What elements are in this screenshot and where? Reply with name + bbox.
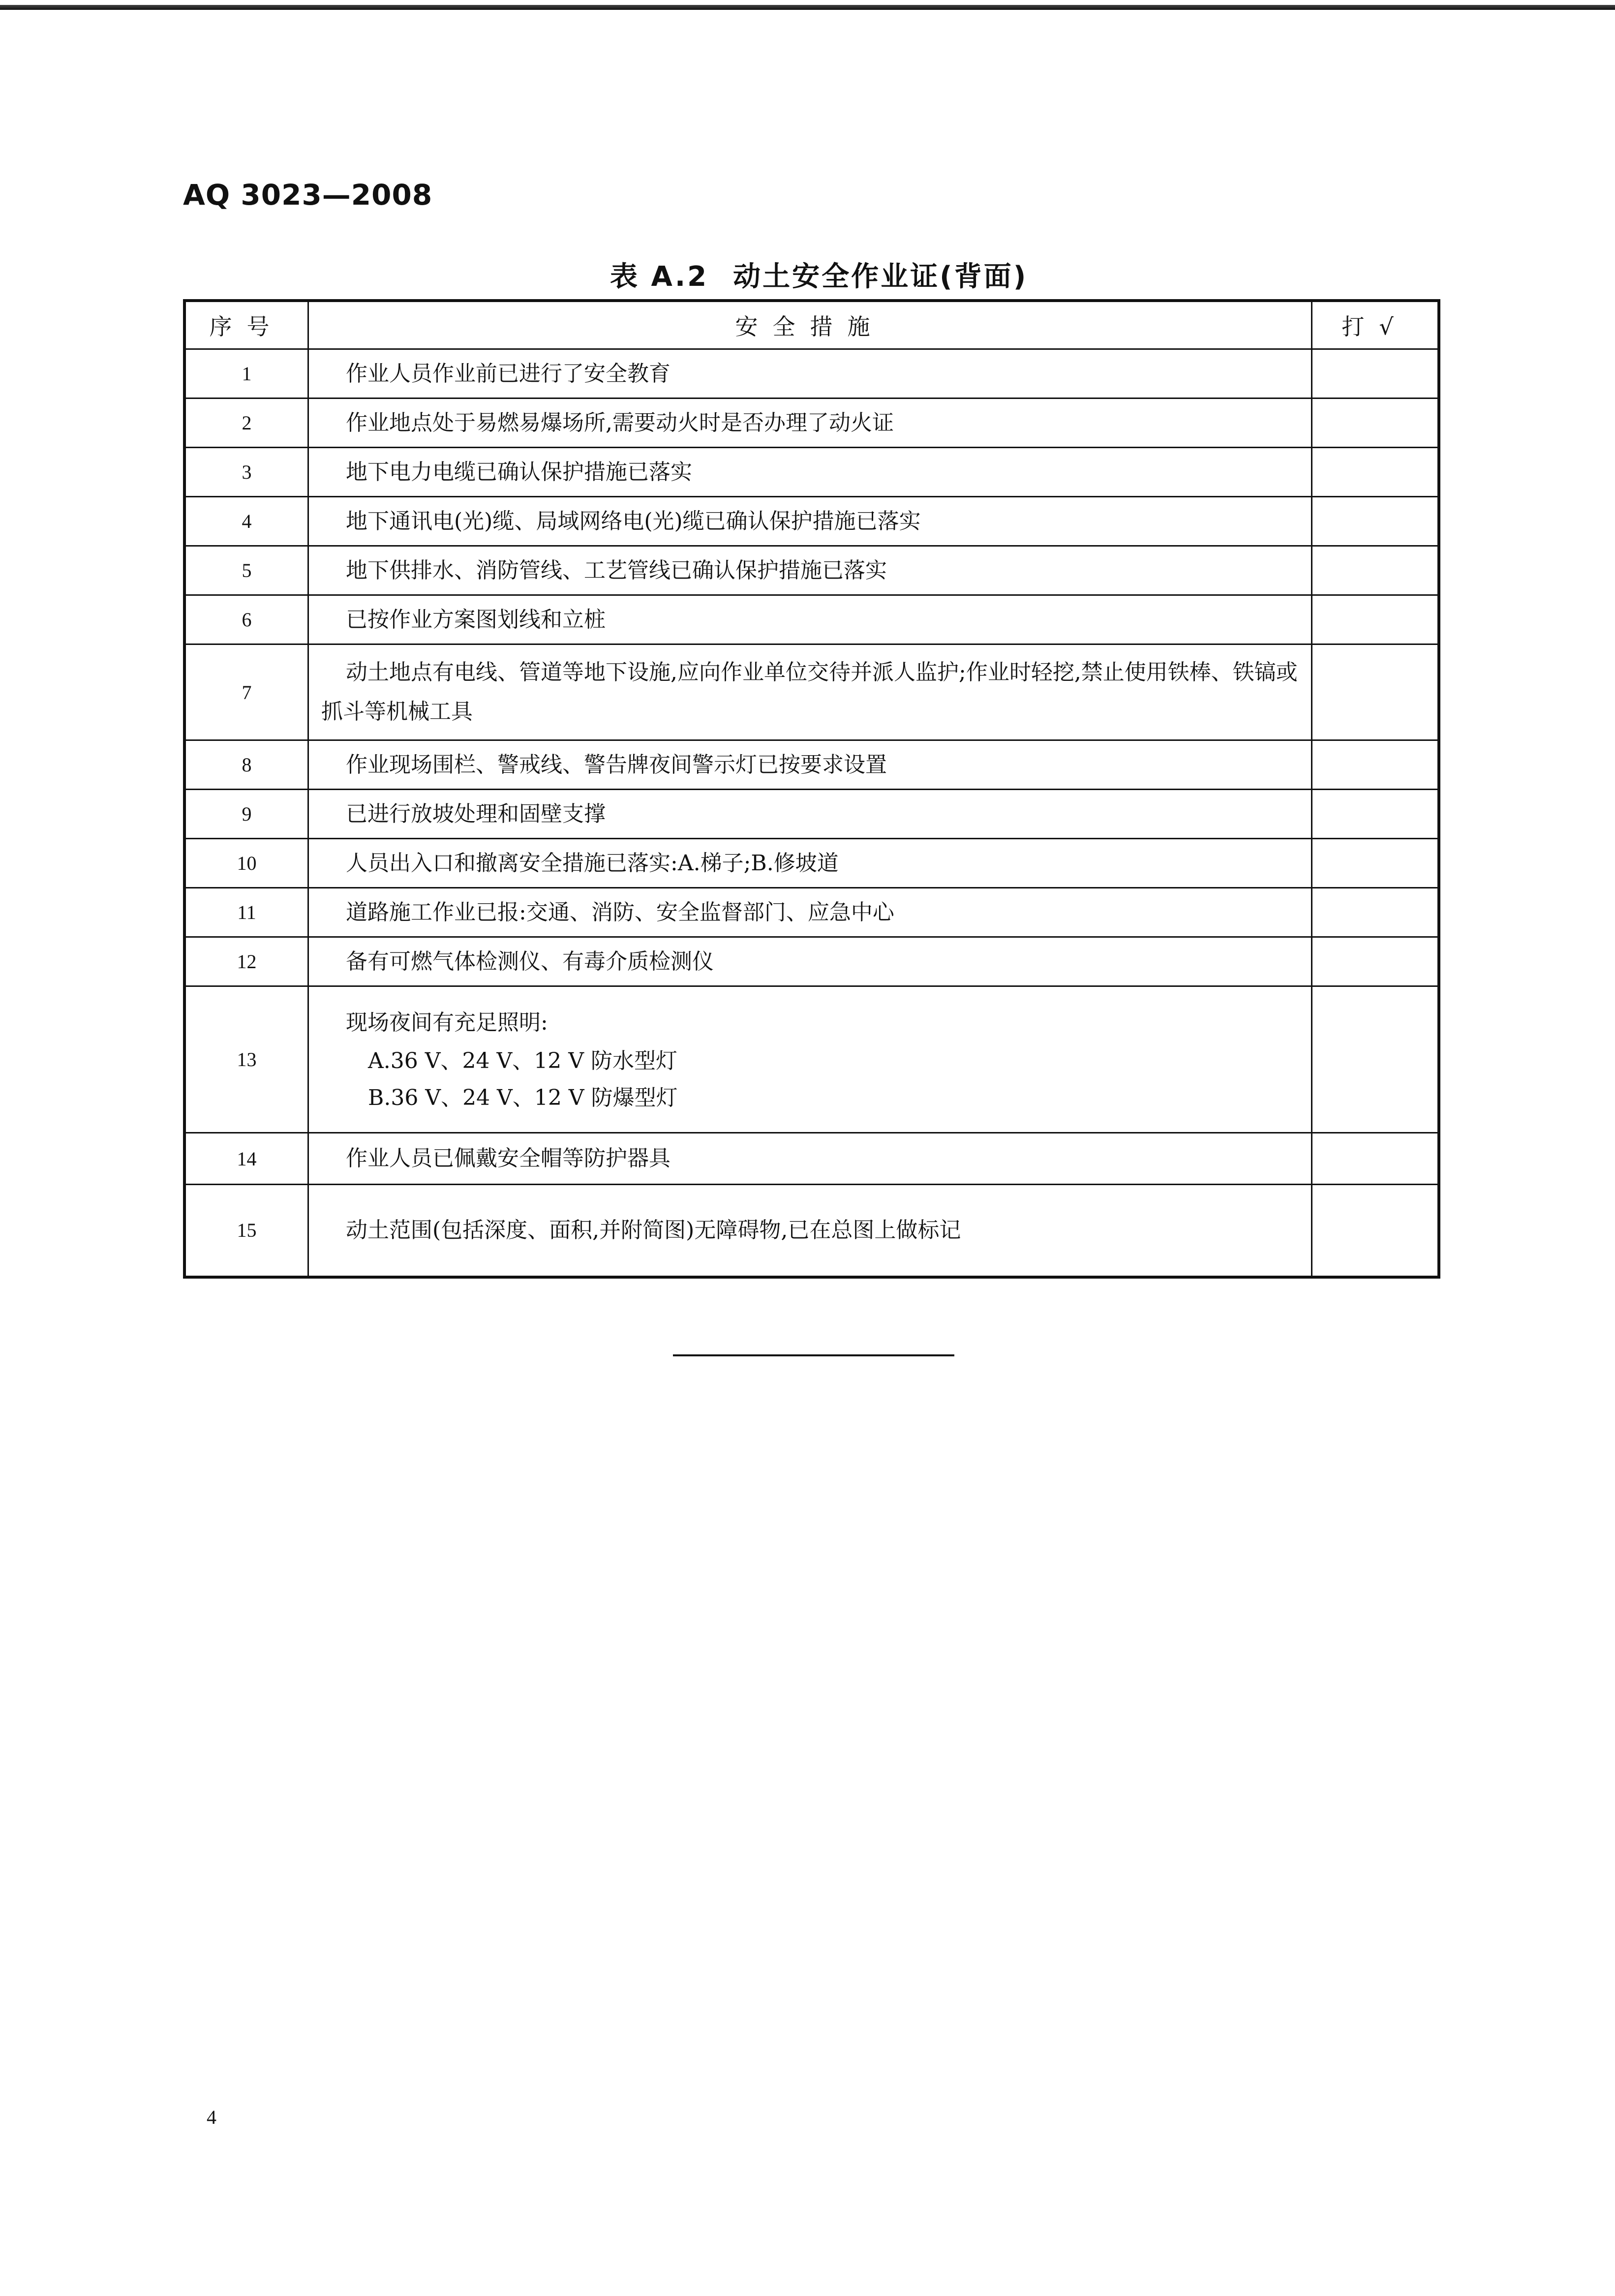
- row-measure: 作业现场围栏、警戒线、警告牌夜间警示灯已按要求设置: [308, 740, 1312, 790]
- row-measure: 作业人员已佩戴安全帽等防护器具: [308, 1133, 1312, 1185]
- table-header-row: [184, 301, 1439, 349]
- standard-code: AQ 3023—2008: [183, 178, 433, 212]
- row-check-cell[interactable]: [1311, 1133, 1439, 1185]
- table-title: [610, 255, 1028, 294]
- row-number: 4: [184, 497, 308, 546]
- row-measure-option: A.36 V、24 V、12 V 防水型灯: [368, 1048, 678, 1073]
- table-row: [184, 595, 1439, 644]
- row-measure: 动土地点有电线、管道等地下设施,应向作业单位交待并派人监护;作业时轻挖,禁止使用铁棒、铁镐或抓斗等机械工具: [308, 644, 1312, 740]
- row-number: 1: [184, 349, 308, 398]
- table-row: [184, 349, 1439, 398]
- row-number: 15: [184, 1185, 308, 1277]
- table-row: [184, 839, 1439, 888]
- row-number: 11: [184, 888, 308, 937]
- row-measure: 动土范围(包括深度、面积,并附简图)无障碍物,已在总图上做标记: [308, 1185, 1312, 1277]
- table-row: [184, 644, 1439, 740]
- column-header-measures: 安全措施: [308, 301, 1312, 349]
- row-number: 14: [184, 1133, 308, 1185]
- row-number: 8: [184, 740, 308, 790]
- row-check-cell[interactable]: [1311, 937, 1439, 986]
- table-row: [184, 1185, 1439, 1277]
- row-number: 7: [184, 644, 308, 740]
- row-number: 13: [184, 986, 308, 1133]
- row-check-cell[interactable]: [1311, 986, 1439, 1133]
- row-measure: 作业人员作业前已进行了安全教育: [308, 349, 1312, 398]
- end-of-table-rule: [673, 1354, 954, 1356]
- row-measure: 地下通讯电(光)缆、局域网络电(光)缆已确认保护措施已落实: [308, 497, 1312, 546]
- row-number: 12: [184, 937, 308, 986]
- row-check-cell[interactable]: [1311, 398, 1439, 448]
- table-row: [184, 546, 1439, 595]
- column-header-check: 打√: [1311, 301, 1439, 349]
- row-measure-text: 现场夜间有充足照明:: [346, 1010, 548, 1035]
- row-number: 3: [184, 448, 308, 497]
- page-top-border: [0, 5, 1615, 10]
- table-row: [184, 398, 1439, 448]
- row-check-cell[interactable]: [1311, 497, 1439, 546]
- row-measure: 地下电力电缆已确认保护措施已落实: [308, 448, 1312, 497]
- safety-measures-table: [183, 299, 1440, 1279]
- row-check-cell[interactable]: [1311, 546, 1439, 595]
- row-measure: 人员出入口和撤离安全措施已落实:A.梯子;B.修坡道: [308, 839, 1312, 888]
- row-measure: 备有可燃气体检测仪、有毒介质检测仪: [308, 937, 1312, 986]
- table-title-text: 动土安全作业证(背面): [733, 261, 1028, 293]
- row-check-cell[interactable]: [1311, 740, 1439, 790]
- row-measure-option: B.36 V、24 V、12 V 防爆型灯: [368, 1085, 678, 1110]
- row-measure: 作业地点处于易燃易爆场所,需要动火时是否办理了动火证: [308, 398, 1312, 448]
- row-number: 6: [184, 595, 308, 644]
- row-check-cell[interactable]: [1311, 644, 1439, 740]
- table-row: [184, 888, 1439, 937]
- row-check-cell[interactable]: [1311, 1185, 1439, 1277]
- row-number: 9: [184, 790, 308, 839]
- page-number: 4: [207, 2106, 216, 2128]
- row-number: 2: [184, 398, 308, 448]
- row-check-cell[interactable]: [1311, 790, 1439, 839]
- column-header-number: 序号: [184, 301, 308, 349]
- table-row: [184, 448, 1439, 497]
- table-row: [184, 1133, 1439, 1185]
- table-row: [184, 937, 1439, 986]
- row-check-cell[interactable]: [1311, 888, 1439, 937]
- table-row: [184, 740, 1439, 790]
- row-number: 10: [184, 839, 308, 888]
- table-row: [184, 986, 1439, 1133]
- row-check-cell[interactable]: [1311, 839, 1439, 888]
- row-number: 5: [184, 546, 308, 595]
- row-check-cell[interactable]: [1311, 448, 1439, 497]
- table-title-number: 表 A.2: [610, 261, 709, 293]
- row-measure: 已进行放坡处理和固壁支撑: [308, 790, 1312, 839]
- row-check-cell[interactable]: [1311, 349, 1439, 398]
- row-measure: 已按作业方案图划线和立桩: [308, 595, 1312, 644]
- row-check-cell[interactable]: [1311, 595, 1439, 644]
- row-measure: 道路施工作业已报:交通、消防、安全监督部门、应急中心: [308, 888, 1312, 937]
- row-measure: [308, 986, 1312, 1133]
- table-row: [184, 790, 1439, 839]
- row-measure: 地下供排水、消防管线、工艺管线已确认保护措施已落实: [308, 546, 1312, 595]
- table-row: [184, 497, 1439, 546]
